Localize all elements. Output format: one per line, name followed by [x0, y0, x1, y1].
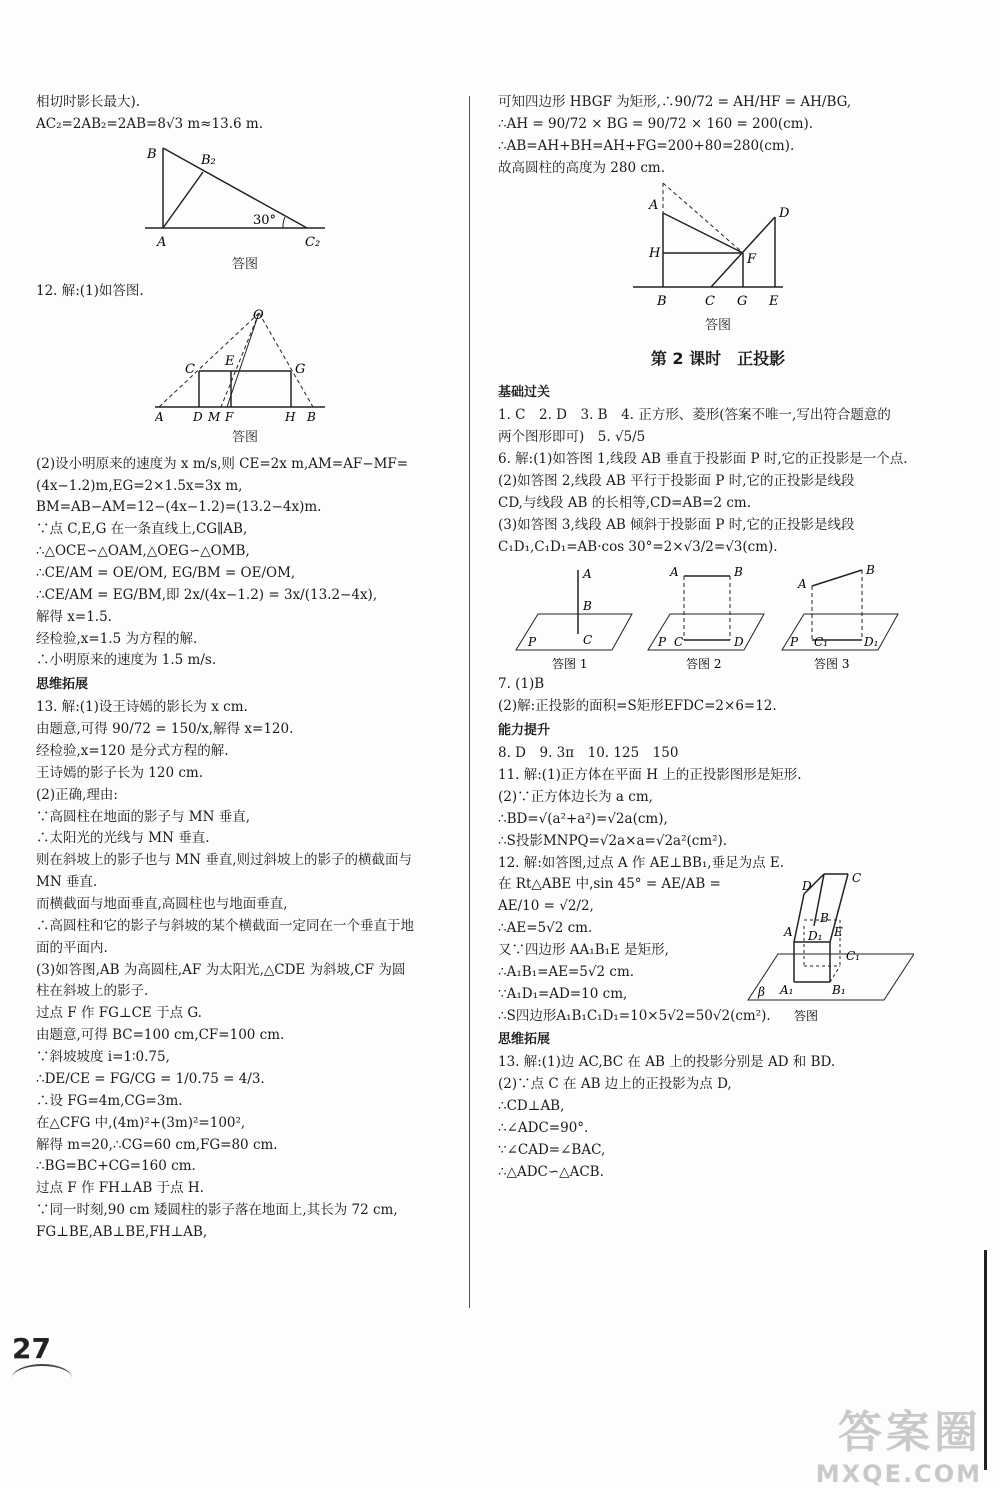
label-B: B — [866, 563, 875, 578]
figure-caption: 答图 — [231, 256, 258, 272]
label-O: O — [253, 307, 264, 323]
text-line: ∴DE/CE = FG/CG = 1/0.75 = 4/3. — [36, 1070, 265, 1087]
text-line: ∴CE/AM = OE/OM, EG/BM = OE/OM, — [36, 564, 296, 581]
label-A: A — [670, 565, 679, 580]
text-line: FG⊥BE,AB⊥BE,FH⊥AB, — [36, 1223, 208, 1240]
figure-caption-3: 答图 3 — [814, 657, 850, 672]
label-H: H — [649, 246, 661, 262]
text-line: 解得 m=20,∴CG=60 cm,FG=80 cm. — [36, 1136, 278, 1153]
text-line: 由题意,可得 BC=100 cm,CF=100 cm. — [36, 1027, 285, 1044]
text-line: CD,与线段 AB 的长相等,CD=AB=2 cm. — [498, 494, 751, 511]
text-line: ∴AB=AH+BH=AH+FG=200+80=280(cm). — [498, 137, 795, 154]
text-line: 相切时影长最大). — [36, 94, 141, 110]
label-F: F — [225, 409, 234, 424]
text-line: 过点 F 作 FH⊥AB 于点 H. — [36, 1180, 204, 1197]
label-C: C — [852, 871, 862, 886]
label-E: E — [225, 353, 235, 369]
label-B: B — [820, 911, 829, 926]
label-F: F — [747, 252, 757, 268]
text-line: (4x−1.2)m,EG=2×1.5x=3x m, — [36, 477, 243, 494]
text-line: ∴BD=√(a²+a²)=√2a(cm), — [498, 810, 668, 827]
figure-caption: 答图 — [704, 318, 731, 334]
page-number-arc — [12, 1364, 72, 1392]
label-B: B — [147, 146, 157, 162]
label-B: B — [307, 409, 316, 424]
page-number-text: 27 — [12, 1332, 51, 1365]
section-heading: 思维拓展 — [36, 677, 89, 693]
label-C2: C₂ — [305, 234, 321, 250]
text-line: 面的平面内. — [36, 939, 108, 956]
label-D: D — [779, 206, 790, 222]
text-line: 13. 解:(1)设王诗嫣的影长为 x cm. — [36, 699, 248, 716]
text-line: ∴CE/AM = EG/BM,即 2x/(4x−1.2) = 3x/(13.2−4x), — [36, 586, 378, 603]
label-C: C — [674, 635, 684, 650]
lesson-title: 第 2 课时 正投影 — [650, 349, 786, 369]
watermark-bottom: MXQE.COM — [815, 1460, 982, 1488]
label-C1: C₁ — [814, 635, 828, 650]
text-line: 13. 解:(1)边 AC,BC 在 AB 上的投影分别是 AD 和 BD. — [498, 1054, 836, 1071]
label-D: D — [802, 879, 812, 894]
text-line: ∵斜坡坡度 i=1∶0.75, — [36, 1049, 170, 1066]
label-A: A — [784, 925, 793, 940]
label-E: E — [769, 294, 779, 310]
text-line: (2)∵点 C 在 AB 边上的正投影为点 D, — [498, 1076, 732, 1093]
label-P: P — [790, 635, 799, 650]
label-B: B — [734, 565, 743, 580]
label-D1: D₁ — [808, 929, 823, 944]
text-line: 1. C 2. D 3. B 4. 正方形、菱形(答案不唯一,写出符合题意的 — [498, 407, 891, 424]
label-A: A — [583, 567, 592, 582]
label-A: A — [157, 234, 167, 250]
text-line: 在△CFG 中,(4m)²+(3m)²=100², — [36, 1114, 246, 1131]
text-line: ∴△ADC∽△ACB. — [498, 1163, 604, 1180]
label-C: C — [185, 361, 195, 377]
text-line: ∵A₁D₁=AD=10 cm, — [498, 985, 628, 1002]
label-D1: D₁ — [864, 635, 879, 650]
label-P: P — [658, 635, 667, 650]
text-line: (2)正确,理由: — [36, 786, 118, 803]
text-line: BM=AB−AM=12−(4x−1.2)=(13.2−4x)m. — [36, 499, 322, 516]
text-line: 两个图形即可) 5. √5/5 — [498, 429, 646, 446]
text-line: ∴A₁B₁=AE=5√2 cm. — [498, 963, 635, 980]
text-line: ∵∠CAD=∠BAC, — [498, 1141, 606, 1158]
watermark — [816, 1396, 982, 1488]
label-B: B — [657, 294, 667, 310]
label-H: H — [285, 409, 296, 424]
text-line: 7. (1)B — [498, 676, 545, 693]
text-line: (2)解:正投影的面积=S矩形EFDC=2×6=12. — [498, 698, 777, 715]
page-edge — [984, 1250, 987, 1470]
left-column — [36, 92, 454, 1244]
label-D: D — [193, 409, 203, 424]
text-line: 又∵四边形 AA₁B₁E 是矩形, — [498, 941, 669, 958]
text-line: ∴△OCE∽△OAM,△OEG∽△OMB, — [36, 543, 250, 560]
text-line: ∴S四边形A₁B₁C₁D₁=10×5√2=50√2(cm²). — [498, 1007, 771, 1024]
text-line: (3)如答图 3,线段 AB 倾斜于投影面 P 时,它的正投影是线段 — [498, 516, 855, 533]
label-B1: B₁ — [832, 983, 846, 998]
column-divider — [469, 96, 470, 1308]
text-line: 可知四边形 HBGF 为矩形,∴90/72 = AH/HF = AH/BG, — [498, 94, 852, 110]
text-line: 过点 F 作 FG⊥CE 于点 G. — [36, 1005, 202, 1022]
text-line: 在 Rt△ABE 中,sin 45° = AE/AB = — [498, 876, 721, 893]
text-line: 故高圆柱的高度为 280 cm. — [498, 159, 666, 176]
text-line: ∴CD⊥AB, — [498, 1098, 565, 1115]
text-line: (2)设小明原来的速度为 x m/s,则 CE=2x m,AM=AF−MF= — [36, 455, 409, 472]
section-heading: 基础过关 — [498, 385, 551, 401]
text-line: (3)如答图,AB 为高圆柱,AF 为太阳光,△CDE 为斜坡,CF 为圆 — [36, 961, 406, 978]
label-G: G — [737, 294, 748, 310]
label-G: G — [295, 361, 306, 377]
figure-q12-prism — [744, 870, 914, 1026]
text-line: 王诗嫣的影子长为 120 cm. — [36, 764, 204, 781]
text-line: ∵同一时刻,90 cm 矮圆柱的影子落在地面上,其长为 72 cm, — [36, 1202, 398, 1219]
figure-caption: 答图 — [231, 429, 258, 445]
text-line: 经检验,x=120 是分式方程的解. — [36, 743, 229, 760]
label-C: C — [583, 633, 593, 648]
text-line: 11. 解:(1)正方体在平面 H 上的正投影图形是矩形. — [498, 767, 802, 784]
label-D: D — [734, 635, 744, 650]
figures-projection-1-2-3 — [508, 562, 928, 672]
section-heading: 思维拓展 — [498, 1032, 551, 1048]
label-P: P — [528, 635, 537, 650]
text-line: MN 垂直. — [36, 874, 98, 891]
text-line: AE/10 = √2/2, — [498, 898, 594, 915]
text-line: ∴设 FG=4m,CG=3m. — [36, 1092, 183, 1109]
figure-street-lamp — [155, 307, 335, 425]
text-line: 解得 x=1.5. — [36, 608, 112, 625]
figure-caption-1: 答图 1 — [552, 657, 588, 672]
text-line: ∴S投影MNPQ=√2a×a=√2a²(cm²). — [498, 832, 728, 849]
figure-shadow-30deg — [145, 140, 345, 252]
text-line: ∴太阳光的光线与 MN 垂直. — [36, 830, 210, 847]
figure-caption-2: 答图 2 — [686, 657, 722, 672]
text-line: 12. 解:如答图,过点 A 作 AE⊥BB₁,垂足为点 E. — [498, 854, 785, 871]
text-line: ∴AH = 90/72 × BG = 90/72 × 160 = 200(cm). — [498, 115, 814, 132]
label-B2: B₂ — [201, 152, 216, 168]
label-beta: β — [758, 985, 765, 1000]
text-line: 则在斜坡上的影子也与 MN 垂直,则过斜坡上的影子的横截面与 — [36, 852, 413, 869]
text-line: 6. 解:(1)如答图 1,线段 AB 垂直于投影面 P 时,它的正投影是一个点. — [498, 451, 908, 468]
label-A: A — [155, 409, 164, 424]
text-line: ∵点 C,E,G 在一条直线上,CG∥AB, — [36, 521, 248, 538]
page-number — [12, 1328, 70, 1372]
label-B: B — [583, 599, 592, 614]
text-line: 柱在斜坡上的影子. — [36, 983, 149, 1000]
text-line: AC₂=2AB₂=2AB=8√3 m≈13.6 m. — [36, 115, 263, 132]
right-column — [498, 92, 938, 1184]
label-E: E — [834, 925, 843, 940]
text-line: (2)如答图 2,线段 AB 平行于投影面 P 时,它的正投影是线段 — [498, 473, 855, 490]
text-line: 由题意,可得 90/72 = 150/x,解得 x=120. — [36, 721, 294, 738]
text-line: (2)∵正方体边长为 a cm, — [498, 788, 653, 805]
figure-cylinder-slope — [633, 183, 803, 313]
text-line: ∵高圆柱在地面的影子与 MN 垂直, — [36, 808, 251, 825]
label-C: C — [705, 294, 715, 310]
label-A1: A₁ — [780, 983, 794, 998]
text-line: ∴小明原来的速度为 1.5 m/s. — [36, 652, 217, 669]
text-line: ∴BG=BC+CG=160 cm. — [36, 1158, 196, 1175]
text-line: ∴高圆柱和它的影子与斜坡的某个横截面一定同在一个垂直于地 — [36, 917, 414, 934]
label-C1: C₁ — [846, 949, 860, 964]
text-line: 而横截面与地面垂直,高圆柱也与地面垂直, — [36, 896, 288, 913]
label-A: A — [649, 198, 659, 214]
watermark-top: 答案圈 — [838, 1407, 982, 1458]
figure-caption: 答图 — [794, 1009, 819, 1024]
text-line: C₁D₁,C₁D₁=AB·cos 30°=2×√3/2=√3(cm). — [498, 538, 778, 555]
text-line: 经检验,x=1.5 为方程的解. — [36, 630, 198, 647]
angle-label: 30° — [253, 212, 277, 228]
text-line: ∴AE=5√2 cm. — [498, 920, 593, 937]
text-line: 12. 解:(1)如答图. — [36, 282, 144, 299]
text-line: 8. D 9. 3π 10. 125 150 — [498, 745, 679, 762]
text-line: ∴∠ADC=90°. — [498, 1120, 589, 1137]
label-M: M — [208, 409, 221, 424]
section-heading: 能力提升 — [498, 723, 551, 739]
label-A: A — [798, 577, 807, 592]
